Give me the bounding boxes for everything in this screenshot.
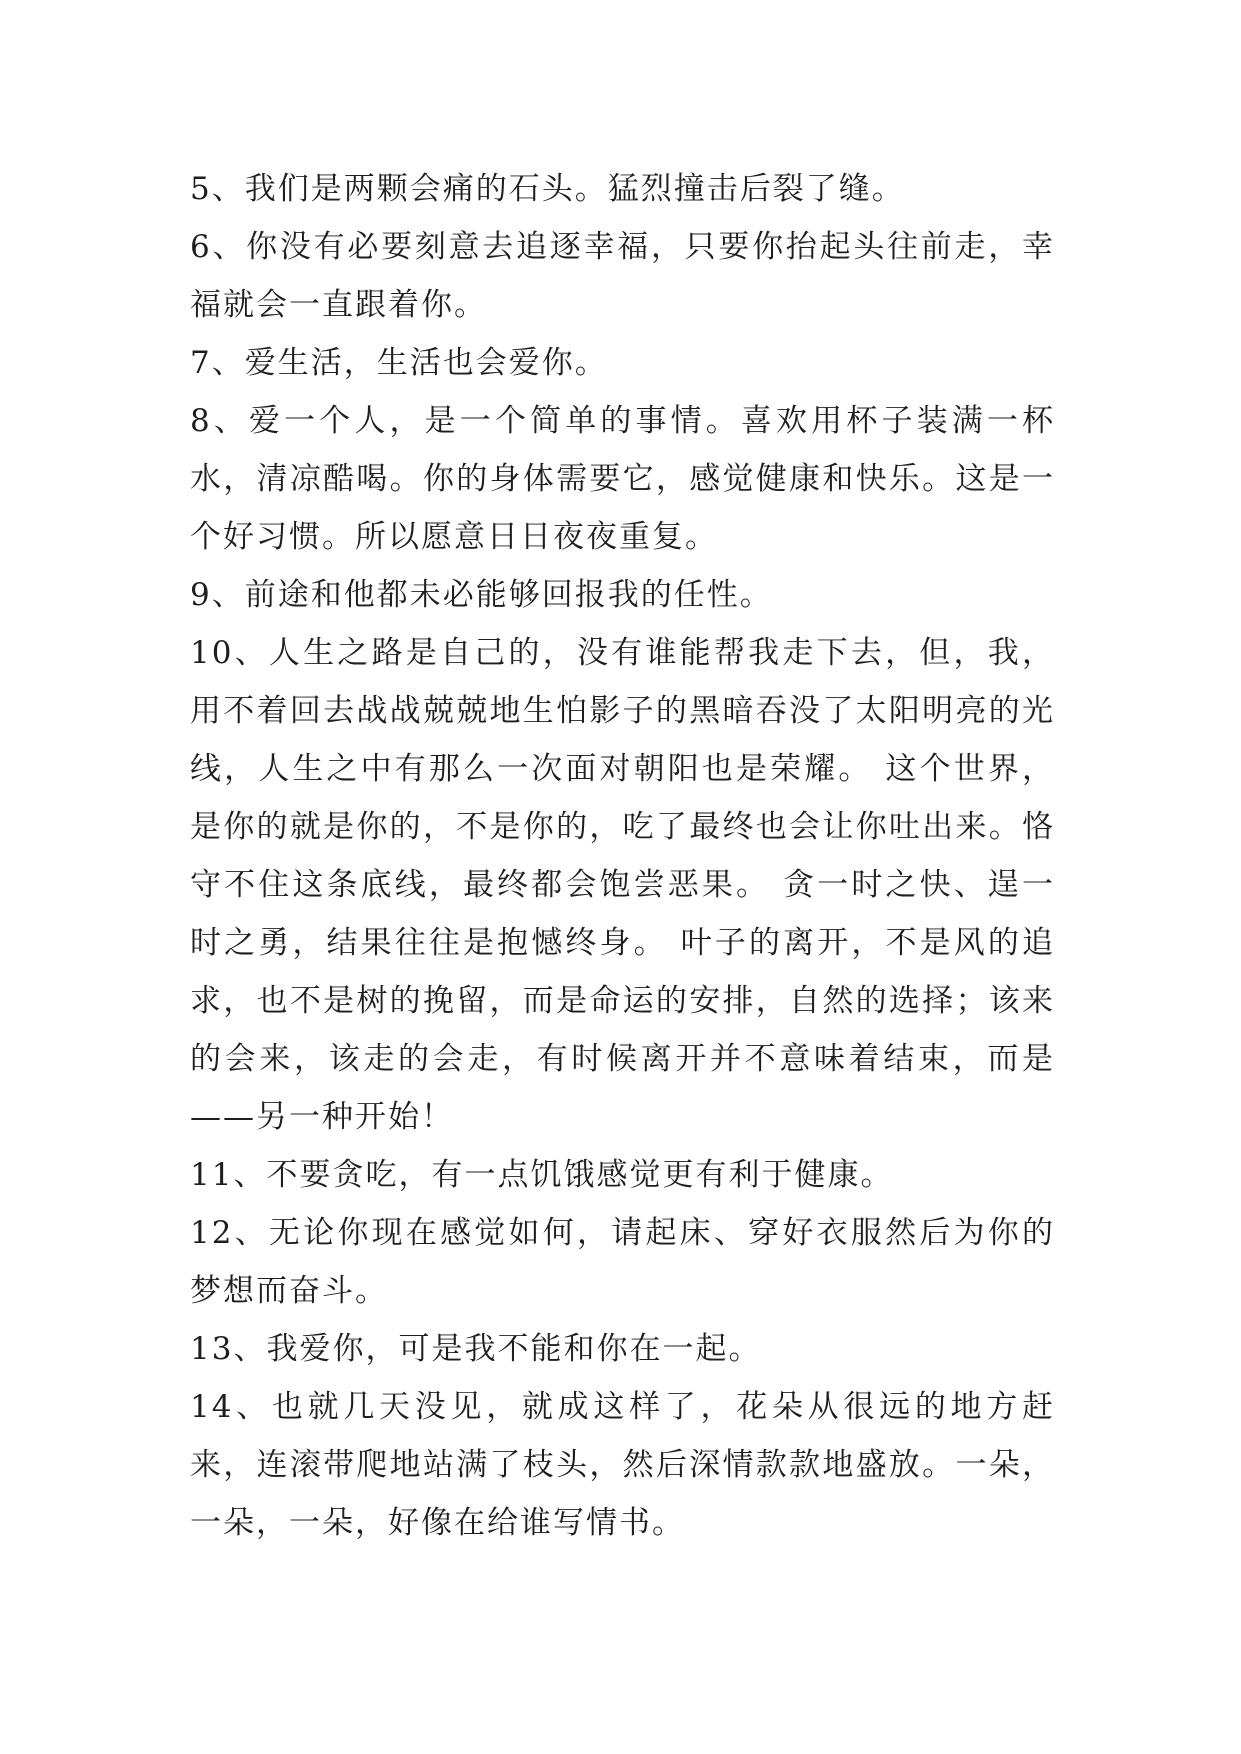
paragraph-6: 6、你没有必要刻意去追逐幸福，只要你抬起头往前走，幸福就会一直跟着你。 [190, 229, 1055, 323]
paragraph-11: 11、不要贪吃，有一点饥饿感觉更有利于健康。 [190, 1157, 894, 1193]
paragraph-8: 8、爱一个人，是一个简单的事情。喜欢用杯子装满一杯水，清凉酷喝。你的身体需要它，感觉健康和快乐。这是一个好习惯。所以愿意日日夜夜重复。 [190, 403, 1055, 555]
paragraph-7: 7、爱生活，生活也会爱你。 [190, 345, 608, 381]
paragraph-10: 10、人生之路是自己的，没有谁能帮我走下去，但，我，用不着回去战战兢兢地生怕影子的黑暗吞没了太阳明亮的光线，人生之中有那么一次面对朝阳也是荣耀。 这个世界，是你的就是你的，不是你的，吃了最终也会让你吐出来。恪守不住这条底线，最终都会饱尝恶果。 贪一时之快、逞一时之勇，结果往往是抱憾终身。 叶子的离开，不是风的追求，也不是树的挽留，而是命运的安排，自然的选择；该来的会来，该走的会走，有时候离开并不意味着结束，而是——另一种开始！ [190, 635, 1055, 1135]
paragraph-13: 13、我爱你，可是我不能和你在一起。 [190, 1331, 762, 1367]
document-body [190, 160, 1055, 1552]
paragraph-5: 5、我们是两颗会痛的石头。猛烈撞击后裂了缝。 [190, 171, 905, 207]
paragraph-9: 9、前途和他都未必能够回报我的任性。 [190, 577, 773, 613]
paragraph-14: 14、也就几天没见，就成这样了，花朵从很远的地方赶来，连滚带爬地站满了枝头，然后深情款款地盛放。一朵，一朵，一朵，好像在给谁写情书。 [190, 1389, 1055, 1541]
paragraph-12: 12、无论你现在感觉如何，请起床、穿好衣服然后为你的梦想而奋斗。 [190, 1215, 1055, 1309]
